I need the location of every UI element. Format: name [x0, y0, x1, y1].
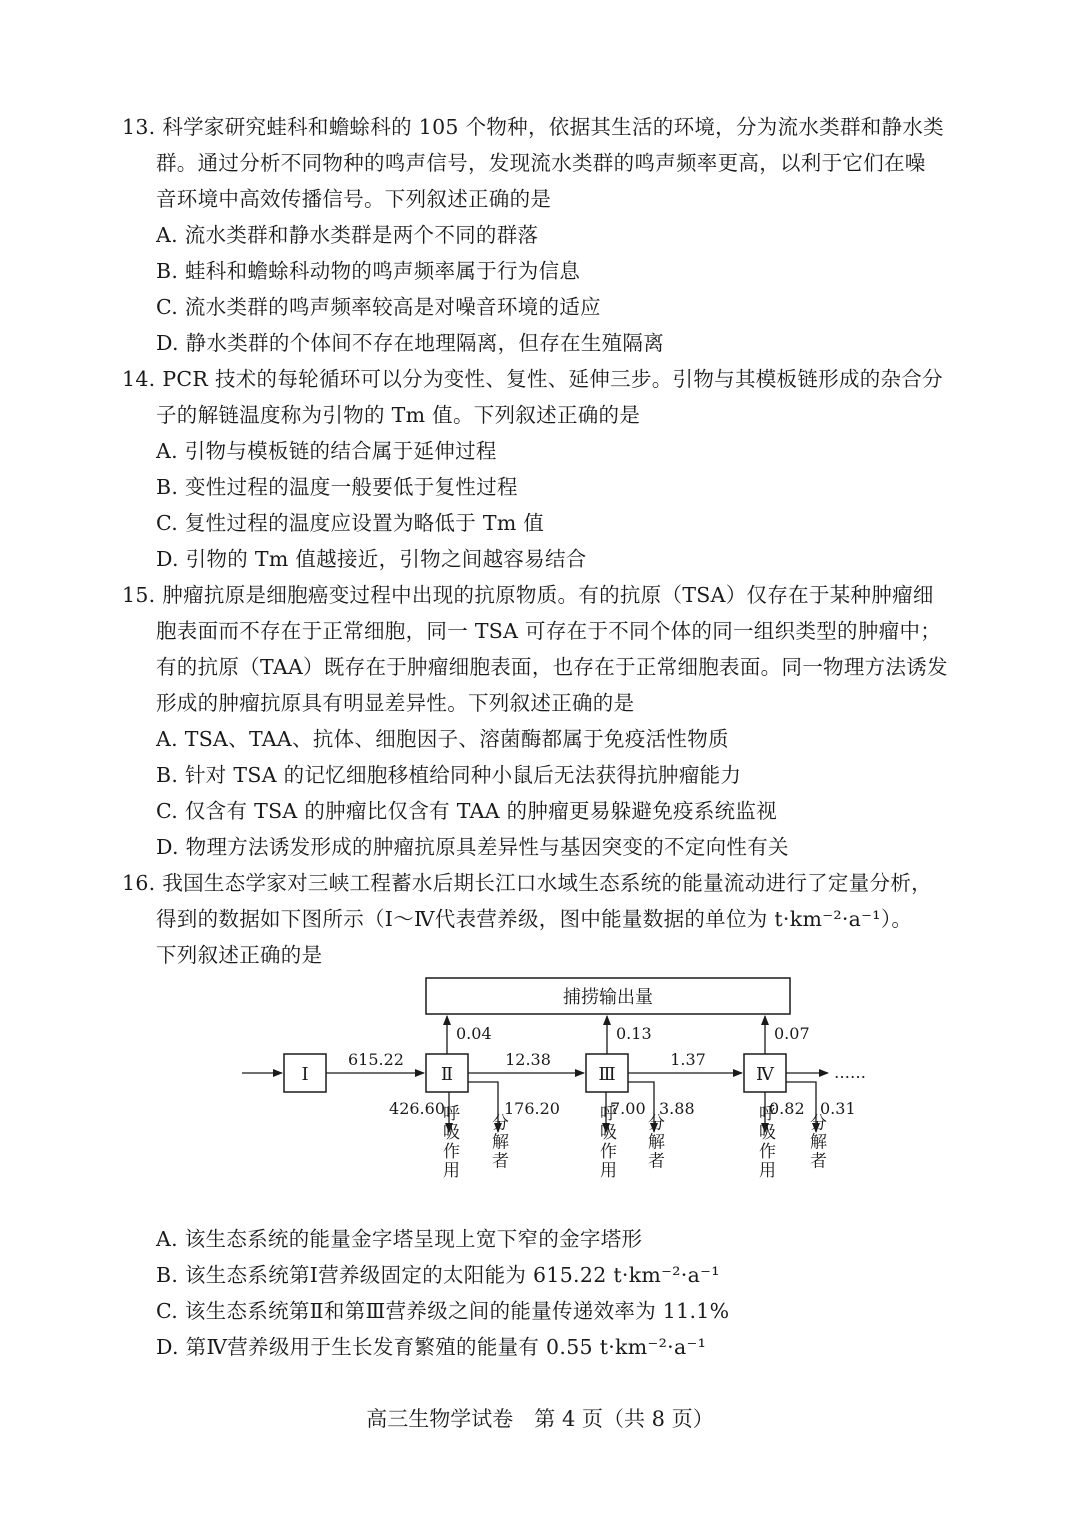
- q15-option-d: D. 物理方法诱发形成的肿瘤抗原具差异性与基因突变的不定向性有关: [156, 835, 789, 859]
- q13-stem-line-2: 群。通过分析不同物种的鸣声信号，发现流水类群的鸣声频率更高，以利于它们在噪: [156, 151, 926, 175]
- q13-stem-line-1: 13. 科学家研究蛙科和蟾蜍科的 105 个物种，依据其生活的环境，分为流水类群和静水类: [122, 115, 944, 139]
- respiration-label-2: 呼吸作用: [439, 1104, 459, 1180]
- q15-stem-line-1: 15. 肿瘤抗原是细胞癌变过程中出现的抗原物质。有的抗原（TSA）仅存在于某种肿瘤细: [122, 583, 934, 607]
- q16-stem-line-2: 得到的数据如下图所示（Ⅰ～Ⅳ代表营养级，图中能量数据的单位为 t·km⁻²·a⁻¹）。: [156, 907, 913, 931]
- q16-option-a: A. 该生态系统的能量金字塔呈现上宽下窄的金字塔形: [156, 1227, 643, 1251]
- resp-4-value: 0.82: [769, 1099, 805, 1118]
- q15-stem-line-3: 有的抗原（TAA）既存在于肿瘤细胞表面，也存在于正常细胞表面。同一物理方法诱发: [156, 655, 948, 679]
- q14-stem-line-2: 子的解链温度称为引物的 Tm 值。下列叙述正确的是: [156, 403, 641, 427]
- q14-option-b: B. 变性过程的温度一般要低于复性过程: [156, 475, 518, 499]
- q13-option-a: A. 流水类群和静水类群是两个不同的群落: [156, 223, 539, 247]
- q16-option-c: C. 该生态系统第Ⅱ和第Ⅲ营养级之间的能量传递效率为 11.1%: [156, 1299, 730, 1323]
- q15-option-a: A. TSA、TAA、抗体、细胞因子、溶菌酶都属于免疫活性物质: [156, 727, 729, 751]
- q15-option-c: C. 仅含有 TSA 的肿瘤比仅含有 TAA 的肿瘤更易躲避免疫系统监视: [156, 799, 778, 823]
- decomp-2-value: 176.20: [504, 1099, 560, 1118]
- level-4-label: Ⅳ: [756, 1064, 774, 1085]
- level-3-label: Ⅲ: [598, 1064, 616, 1085]
- q15-stem-line-2: 胞表面而不存在于正常细胞，同一 TSA 可存在于不同个体的同一组织类型的肿瘤中；: [156, 619, 942, 643]
- flow-2-3-value: 12.38: [505, 1050, 551, 1069]
- q13-option-d: D. 静水类群的个体间不存在地理隔离，但存在生殖隔离: [156, 331, 665, 355]
- resp-2-value: 426.60: [389, 1099, 445, 1118]
- q15-option-b: B. 针对 TSA 的记忆细胞移植给同种小鼠后无法获得抗肿瘤能力: [156, 763, 742, 787]
- q13-stem-line-3: 音环境中高效传播信号。下列叙述正确的是: [156, 187, 552, 211]
- q16-stem-line-1: 16. 我国生态学家对三峡工程蓄水后期长江口水域生态系统的能量流动进行了定量分析，: [122, 871, 932, 895]
- flow-3-4-value: 1.37: [670, 1050, 706, 1069]
- decomposer-label-4: 分解者: [806, 1113, 826, 1171]
- decomposer-label-3: 分解者: [644, 1113, 664, 1171]
- q16-stem-line-3: 下列叙述正确的是: [156, 943, 323, 967]
- q14-stem-line-1: 14. PCR 技术的每轮循环可以分为变性、复性、延伸三步。引物与其模板链形成的杂合分: [122, 367, 943, 391]
- level-2-label: Ⅱ: [440, 1064, 454, 1085]
- level-1-label: Ⅰ: [301, 1064, 309, 1085]
- q16-option-b: B. 该生态系统第Ⅰ营养级固定的太阳能为 615.22 t·km⁻²·a⁻¹: [156, 1263, 720, 1287]
- respiration-label-4: 呼吸作用: [755, 1104, 775, 1180]
- energy-flow-diagram: [236, 972, 886, 1220]
- catch-output-label: 捕捞输出量: [563, 987, 653, 1008]
- page-footer: 高三生物学试卷 第 4 页（共 8 页）: [366, 1407, 714, 1431]
- q13-option-b: B. 蛙科和蟾蜍科动物的鸣声频率属于行为信息: [156, 259, 581, 283]
- catch-3-value: 0.13: [616, 1024, 652, 1043]
- q13-option-c: C. 流水类群的鸣声频率较高是对噪音环境的适应: [156, 295, 601, 319]
- flow-1-2-value: 615.22: [348, 1050, 404, 1069]
- decomp-4-value: 0.31: [820, 1099, 856, 1118]
- q16-option-d: D. 第Ⅳ营养级用于生长发育繁殖的能量有 0.55 t·km⁻²·a⁻¹: [156, 1335, 707, 1359]
- respiration-label-3: 呼吸作用: [596, 1104, 616, 1180]
- flow-ellipsis: ……: [834, 1063, 866, 1082]
- q14-option-c: C. 复性过程的温度应设置为略低于 Tm 值: [156, 511, 545, 535]
- decomp-3-value: 3.88: [659, 1099, 695, 1118]
- q15-stem-line-4: 形成的肿瘤抗原具有明显差异性。下列叙述正确的是: [156, 691, 635, 715]
- q14-option-a: A. 引物与模板链的结合属于延伸过程: [156, 439, 497, 463]
- catch-2-value: 0.04: [456, 1024, 492, 1043]
- catch-4-value: 0.07: [774, 1024, 810, 1043]
- q14-option-d: D. 引物的 Tm 值越接近，引物之间越容易结合: [156, 547, 587, 571]
- resp-3-value: 7.00: [610, 1099, 646, 1118]
- decomposer-label-2: 分解者: [488, 1113, 508, 1171]
